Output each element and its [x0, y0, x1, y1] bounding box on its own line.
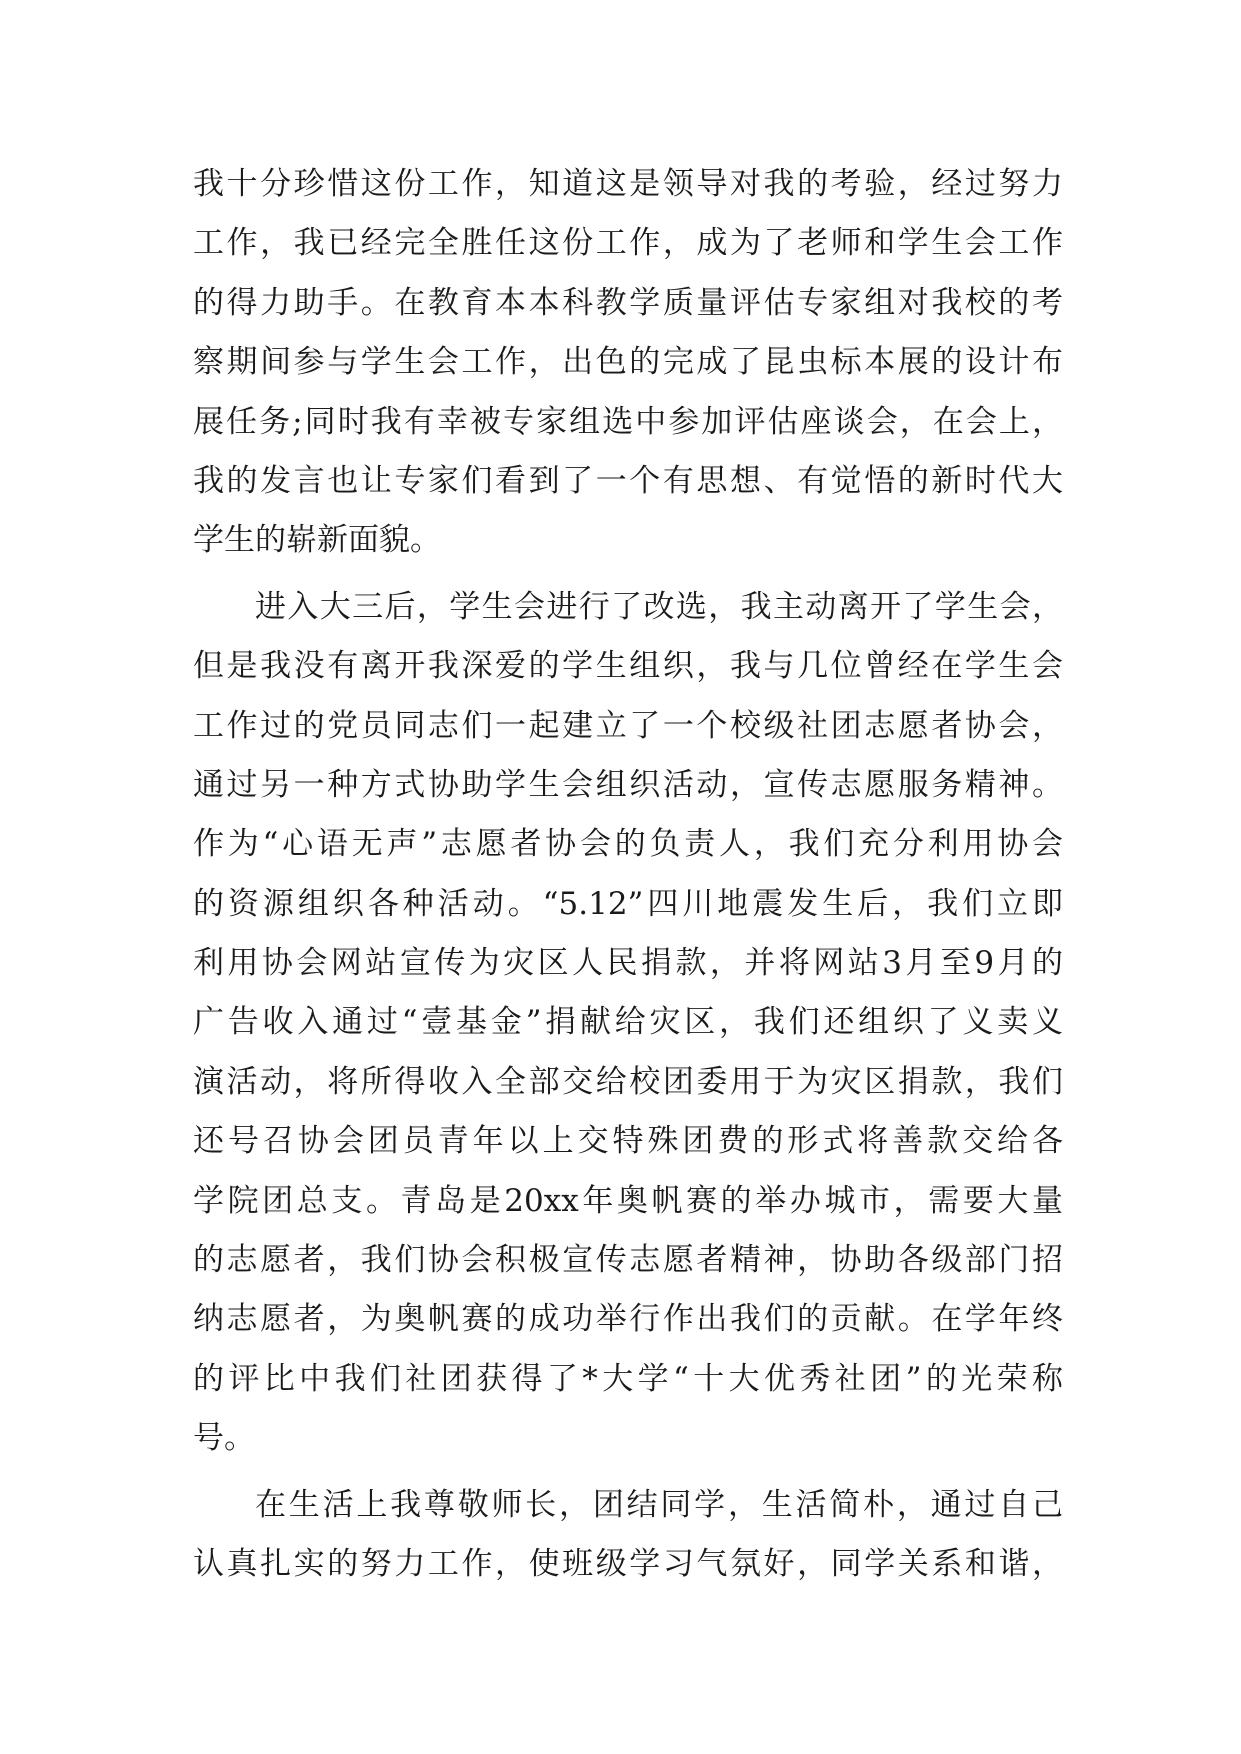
text-line: 在生活上我尊敬师长，团结同学，生活简朴，通过自己	[255, 1486, 1063, 1523]
text-line: 察期间参与学生会工作，出色的完成了昆虫标本展的设计布	[193, 344, 1063, 381]
text-line: 展任务;同时我有幸被专家组选中参加评估座谈会，在会上，	[193, 403, 1063, 440]
paragraph	[193, 578, 1063, 1469]
text-line: 的评比中我们社团获得了*大学“十大优秀社团”的光荣称	[193, 1360, 1063, 1397]
text-line: 通过另一种方式协助学生会组织活动，宣传志愿服务精神。	[193, 766, 1063, 803]
text-line: 我的发言也让专家们看到了一个有思想、有觉悟的新时代大	[193, 462, 1063, 499]
text-line: 还号召协会团员青年以上交特殊团费的形式将善款交给各	[193, 1123, 1063, 1160]
text-line: 作为“心语无声”志愿者协会的负责人，我们充分利用协会	[193, 826, 1063, 863]
text-line: 广告收入通过“壹基金”捐献给灾区，我们还组织了义卖义	[193, 1004, 1063, 1041]
text-line: 工作过的党员同志们一起建立了一个校级社团志愿者协会，	[193, 707, 1063, 744]
document-body	[193, 155, 1063, 1594]
text-line: 的志愿者，我们协会积极宣传志愿者精神，协助各级部门招	[193, 1242, 1063, 1279]
text-line: 学生的崭新面貌。	[193, 522, 441, 559]
text-line: 但是我没有离开我深爱的学生组织，我与几位曾经在学生会	[193, 648, 1063, 685]
text-line: 号。	[193, 1420, 255, 1457]
text-line: 演活动，将所得收入全部交给校团委用于为灾区捐款，我们	[193, 1063, 1063, 1100]
paragraph	[193, 155, 1063, 571]
paragraph	[193, 1476, 1063, 1595]
text-line: 的得力助手。在教育本本科教学质量评估专家组对我校的考	[193, 284, 1063, 321]
text-line: 学院团总支。青岛是20xx年奥帆赛的举办城市，需要大量	[193, 1182, 1063, 1219]
text-line: 认真扎实的努力工作，使班级学习气氛好，同学关系和谐，	[193, 1545, 1063, 1582]
text-line: 的资源组织各种活动。“5.12”四川地震发生后，我们立即	[193, 885, 1063, 922]
text-line: 利用协会网站宣传为灾区人民捐款，并将网站3月至9月的	[193, 945, 1063, 982]
text-line: 我十分珍惜这份工作，知道这是领导对我的考验，经过努力	[193, 166, 1063, 202]
text-line: 工作，我已经完全胜任这份工作，成为了老师和学生会工作	[193, 225, 1063, 262]
paragraph-gap	[193, 1469, 1063, 1476]
text-line: 纳志愿者，为奥帆赛的成功举行作出我们的贡献。在学年终	[193, 1301, 1063, 1338]
paragraph-gap	[193, 571, 1063, 578]
text-line: 进入大三后，学生会进行了改选，我主动离开了学生会，	[255, 588, 1063, 625]
